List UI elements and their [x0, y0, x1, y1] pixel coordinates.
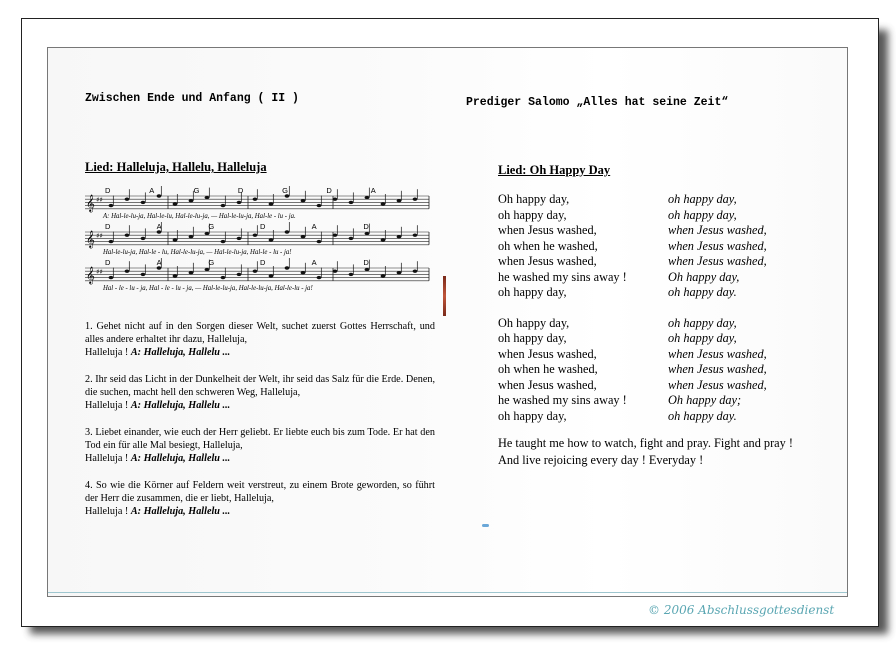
note-head	[221, 276, 226, 279]
chord-label: A	[311, 258, 317, 267]
note-head	[269, 274, 274, 277]
verse-text: 1. Gehet nicht auf in den Sorgen dieser Welt, suchet zuerst Gottes Herrschaft, und alles andere erhaltet ihr dazu, Halleluja,	[85, 321, 435, 345]
lyric-call: when Jesus washed,	[498, 223, 597, 237]
closing-text: He taught me how to watch, fight and pray. Fight and pray ! And live rejoicing every day ! Everyday !	[498, 436, 793, 467]
lyric-response: when Jesus washed,	[668, 254, 767, 268]
lyric-call: he washed my sins away !	[498, 269, 627, 284]
chord-label: D	[105, 222, 111, 231]
verse-3	[85, 426, 435, 465]
note-head	[237, 273, 242, 276]
note-head	[381, 274, 386, 277]
note-head	[125, 270, 130, 273]
lyric-response: when Jesus washed,	[668, 223, 767, 237]
note-head	[253, 234, 258, 237]
note-head	[317, 276, 322, 279]
note-head	[205, 196, 210, 199]
chord-label: G	[193, 186, 200, 195]
note-head	[381, 238, 386, 241]
lyric-response: oh happy day.	[668, 408, 737, 423]
note-head	[349, 237, 354, 240]
note-head	[141, 273, 146, 276]
note-head	[397, 199, 402, 202]
verse-end: Halleluja !	[85, 347, 131, 358]
verse-end: Halleluja !	[85, 506, 131, 517]
chord-label: D	[260, 222, 266, 231]
verse-end: Halleluja !	[85, 400, 131, 411]
chord-label: D	[105, 186, 111, 195]
chord-label: G	[282, 186, 288, 195]
note-head	[365, 232, 370, 235]
verse-refrain: A: Halleluja, Hallelu ...	[130, 400, 231, 411]
note-head	[109, 204, 114, 207]
key-sharp: ♯♯	[96, 196, 103, 204]
treble-clef: 𝄞	[86, 230, 95, 248]
note-head	[173, 238, 178, 241]
treble-clef: 𝄞	[86, 194, 95, 212]
left-song-title: Lied: Halleluja, Hallelu, Halleluja	[85, 160, 267, 174]
verse-text: 2. Ihr seid das Licht in der Dunkelheit der Welt, ihr seid das Salz für die Erde. Denen, die suchen, macht hell den schweren Weg, Halleluja,	[85, 374, 435, 398]
note-head	[205, 232, 210, 235]
key-sharp: ♯♯	[96, 232, 103, 240]
lyric-response: when Jesus washed,	[668, 377, 767, 392]
note-head	[285, 266, 290, 269]
verse-refrain: A: Halleluja, Hallelu ...	[130, 347, 231, 358]
chord-label: D	[237, 186, 244, 195]
lyric-response: when Jesus washed,	[668, 362, 767, 376]
note-head	[253, 270, 258, 273]
note-head	[253, 198, 258, 201]
left-header-title: Zwischen Ende und Anfang ( II )	[85, 92, 299, 105]
note-head	[301, 271, 306, 274]
lyric-call: oh happy day,	[498, 408, 567, 423]
document-page	[47, 47, 848, 597]
note-head	[333, 234, 338, 237]
note-head	[125, 234, 130, 237]
note-head	[317, 204, 322, 207]
note-head	[397, 235, 402, 238]
note-head	[109, 240, 114, 243]
lyric-call: oh when he washed,	[498, 238, 598, 253]
note-head	[173, 202, 178, 205]
lyric-response: when Jesus washed,	[668, 238, 767, 253]
chord-label: A	[149, 186, 155, 195]
note-head	[413, 234, 418, 237]
lyric-response: oh happy day.	[668, 285, 737, 299]
lyric-call: oh happy day,	[498, 207, 567, 222]
lyric-call: when Jesus washed,	[498, 377, 597, 392]
chord-label: D	[363, 258, 369, 267]
note-head	[349, 201, 354, 204]
verse-text: 3. Liebet einander, wie euch der Herr geliebt. Er liebte euch bis zum Tode. Er hat den Tod ein für alle Mal besiegt, Halleluja,	[85, 427, 435, 451]
right-song-title: Lied: Oh Happy Day	[498, 163, 611, 177]
verse-2	[85, 373, 435, 412]
note-head	[269, 202, 274, 205]
copyright-text: © 2006 Abschlussgottesdienst	[648, 603, 835, 617]
note-head	[413, 198, 418, 201]
chord-label: A	[156, 222, 162, 231]
verse-end: Halleluja !	[85, 453, 131, 464]
lyric-call: when Jesus washed,	[498, 254, 597, 268]
right-header-title: Prediger Salomo „Alles hat seine Zeit“	[466, 96, 729, 109]
note-head	[221, 204, 226, 207]
chord-label: D	[260, 258, 266, 267]
chord-label: D	[105, 258, 111, 267]
verses	[85, 320, 435, 532]
note-head	[269, 238, 274, 241]
note-head	[173, 274, 178, 277]
lyric-response: oh happy day,	[668, 331, 737, 345]
note-head	[381, 202, 386, 205]
note-head	[237, 201, 242, 204]
note-head	[189, 271, 194, 274]
lyric-call: oh happy day,	[498, 331, 567, 345]
verse-1	[85, 320, 435, 359]
note-head	[365, 268, 370, 271]
bottom-line	[48, 592, 847, 593]
chord-label: A	[370, 186, 376, 195]
key-sharp: ♯♯	[96, 268, 103, 276]
note-head	[109, 276, 114, 279]
lyric-response: oh happy day,	[668, 192, 737, 206]
lyric-response: oh happy day,	[668, 207, 737, 222]
chord-label: D	[363, 222, 369, 231]
music-score	[83, 184, 433, 300]
lyric-response: when Jesus washed,	[668, 346, 767, 361]
note-head	[221, 240, 226, 243]
treble-clef: 𝄞	[86, 266, 95, 284]
note-head	[349, 273, 354, 276]
chord-label: A	[311, 222, 317, 231]
note-head	[125, 198, 130, 201]
lyric-response: Oh happy day;	[668, 393, 742, 407]
note-head	[413, 270, 418, 273]
note-head	[157, 194, 162, 197]
score-lyric: Hal-le-lu-ja, Hal-le - lu, Hal-le-lu-ja, — Hal-le-lu-ja, Hal-le - lu - ja!	[103, 249, 292, 256]
note-head	[141, 201, 146, 204]
blue-speck	[482, 524, 489, 527]
note-head	[333, 270, 338, 273]
lyric-call: oh happy day,	[498, 285, 567, 299]
red-marker	[443, 276, 446, 316]
note-head	[333, 198, 338, 201]
score-lyric: Hal - le - lu - ja, Hal - le - lu - ja, — Hal-le-lu-ja, Hal-le-lu-ja, Hal-le-lu - ja!	[103, 285, 313, 292]
chord-label: A	[156, 258, 162, 267]
note-head	[189, 199, 194, 202]
note-head	[365, 196, 370, 199]
chord-label: G	[208, 258, 215, 267]
verse-refrain: A: Halleluja, Hallelu ...	[130, 506, 231, 517]
note-head	[301, 199, 306, 202]
chord-label: D	[326, 186, 332, 195]
note-head	[189, 235, 194, 238]
note-head	[317, 240, 322, 243]
lyric-call: when Jesus washed,	[498, 346, 597, 361]
verse-4	[85, 479, 435, 518]
lyric-response: Oh happy day,	[668, 269, 740, 284]
verse-refrain: A: Halleluja, Hallelu ...	[130, 453, 231, 464]
note-head	[141, 237, 146, 240]
lyric-response: oh happy day,	[668, 315, 737, 330]
score-lyric: A: Hal-le-lu-ja, Hal-le-lu, Hal-le-lu-ja, — Hal-le-lu-ja, Hal-le - lu - ja.	[103, 213, 296, 220]
lyric-call: he washed my sins away !	[498, 393, 627, 407]
lyric-call: Oh happy day,	[498, 192, 570, 206]
note-head	[237, 237, 242, 240]
note-head	[301, 235, 306, 238]
lyric-call: oh when he washed,	[498, 362, 598, 376]
note-head	[397, 271, 402, 274]
lyric-call: Oh happy day,	[498, 315, 570, 330]
note-head	[205, 268, 210, 271]
note-head	[285, 230, 290, 233]
chord-label: G	[208, 222, 215, 231]
verse-text: 4. So wie die Körner auf Feldern weit verstreut, zu einem Brote geworden, so führt der Herr die zusammen, die er liebt, Halleluja,	[85, 480, 435, 504]
